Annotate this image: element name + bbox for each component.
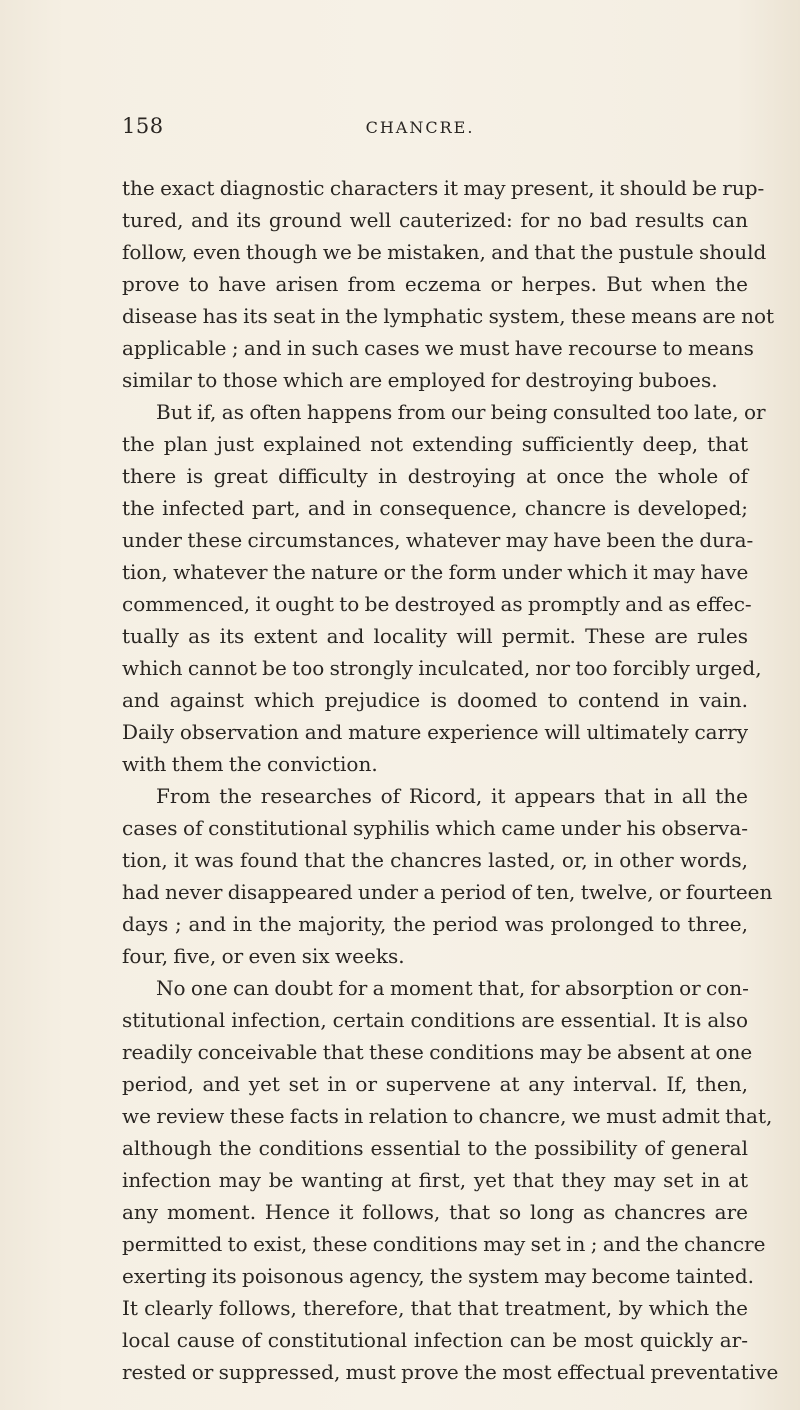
text-line: applicable ; and in such cases we must have recourse to means	[122, 336, 754, 360]
text-line: infection may be wanting at first, yet that they may set in at	[122, 1168, 748, 1192]
body-text	[122, 172, 779, 1388]
text-line: which cannot be too strongly inculcated, nor too forcibly urged,	[122, 656, 762, 680]
text-line: with them the conviction.	[122, 752, 378, 776]
text-line: the infected part, and in consequence, chancre is developed;	[122, 496, 748, 520]
text-line: follow, even though we be mistaken, and that the pustule should	[122, 240, 767, 264]
page-number: 158	[122, 114, 164, 138]
text-line: we review these facts in relation to chancre, we must admit that,	[122, 1104, 773, 1128]
text-line: commenced, it ought to be destroyed as promptly and as effec-	[122, 592, 752, 616]
text-line: the plan just explained not extending sufficiently deep, that	[122, 432, 748, 456]
running-head: CHANCRE.	[365, 118, 475, 137]
text-line: although the conditions essential to the possibility of general	[122, 1136, 748, 1160]
text-line: under these circumstances, whatever may have been the dura-	[122, 528, 754, 552]
text-line: stitutional infection, certain conditions are essential. It is also	[122, 1008, 748, 1032]
text-line: tually as its extent and locality will permit. These are rules	[122, 624, 748, 648]
text-line: rested or suppressed, must prove the most effectual preventative	[122, 1360, 779, 1384]
text-line: No one can doubt for a moment that, for absorption or con-	[156, 976, 749, 1000]
text-line: But if, as often happens from our being consulted too late, or	[156, 400, 766, 424]
text-line: the exact diagnostic characters it may present, it should be rup-	[122, 176, 765, 200]
text-line: there is great difficulty in destroying at once the whole of	[122, 464, 748, 488]
text-line: days ; and in the majority, the period was prolonged to three,	[122, 912, 748, 936]
text-line: tion, whatever the nature or the form under which it may have	[122, 560, 749, 584]
text-line: local cause of constitutional infection can be most quickly ar-	[122, 1328, 748, 1352]
page-header	[0, 114, 800, 144]
text-line: permitted to exist, these conditions may set in ; and the chancre	[122, 1232, 766, 1256]
text-line: similar to those which are employed for destroying buboes.	[122, 368, 718, 392]
text-line: period, and yet set in or supervene at any interval. If, then,	[122, 1072, 748, 1096]
text-line: Daily observation and mature experience will ultimately carry	[122, 720, 748, 744]
text-line: disease has its seat in the lymphatic system, these means are not	[122, 304, 775, 328]
text-line: It clearly follows, therefore, that that treatment, by which the	[122, 1296, 748, 1320]
text-line: and against which prejudice is doomed to contend in vain.	[122, 688, 748, 712]
text-line: cases of constitutional syphilis which came under his observa-	[122, 816, 748, 840]
text-line: tured, and its ground well cauterized: for no bad results can	[122, 208, 748, 232]
text-line: four, five, or even six weeks.	[122, 944, 405, 968]
text-line: tion, it was found that the chancres lasted, or, in other words,	[122, 848, 748, 872]
text-line: prove to have arisen from eczema or herpes. But when the	[122, 272, 748, 296]
text-line: exerting its poisonous agency, the system may become tainted.	[122, 1264, 754, 1288]
text-line: From the researches of Ricord, it appears that in all the	[156, 784, 748, 808]
text-line: had never disappeared under a period of ten, twelve, or fourteen	[122, 880, 773, 904]
text-line: any moment. Hence it follows, that so long as chancres are	[122, 1200, 748, 1224]
text-line: readily conceivable that these conditions may be absent at one	[122, 1040, 753, 1064]
